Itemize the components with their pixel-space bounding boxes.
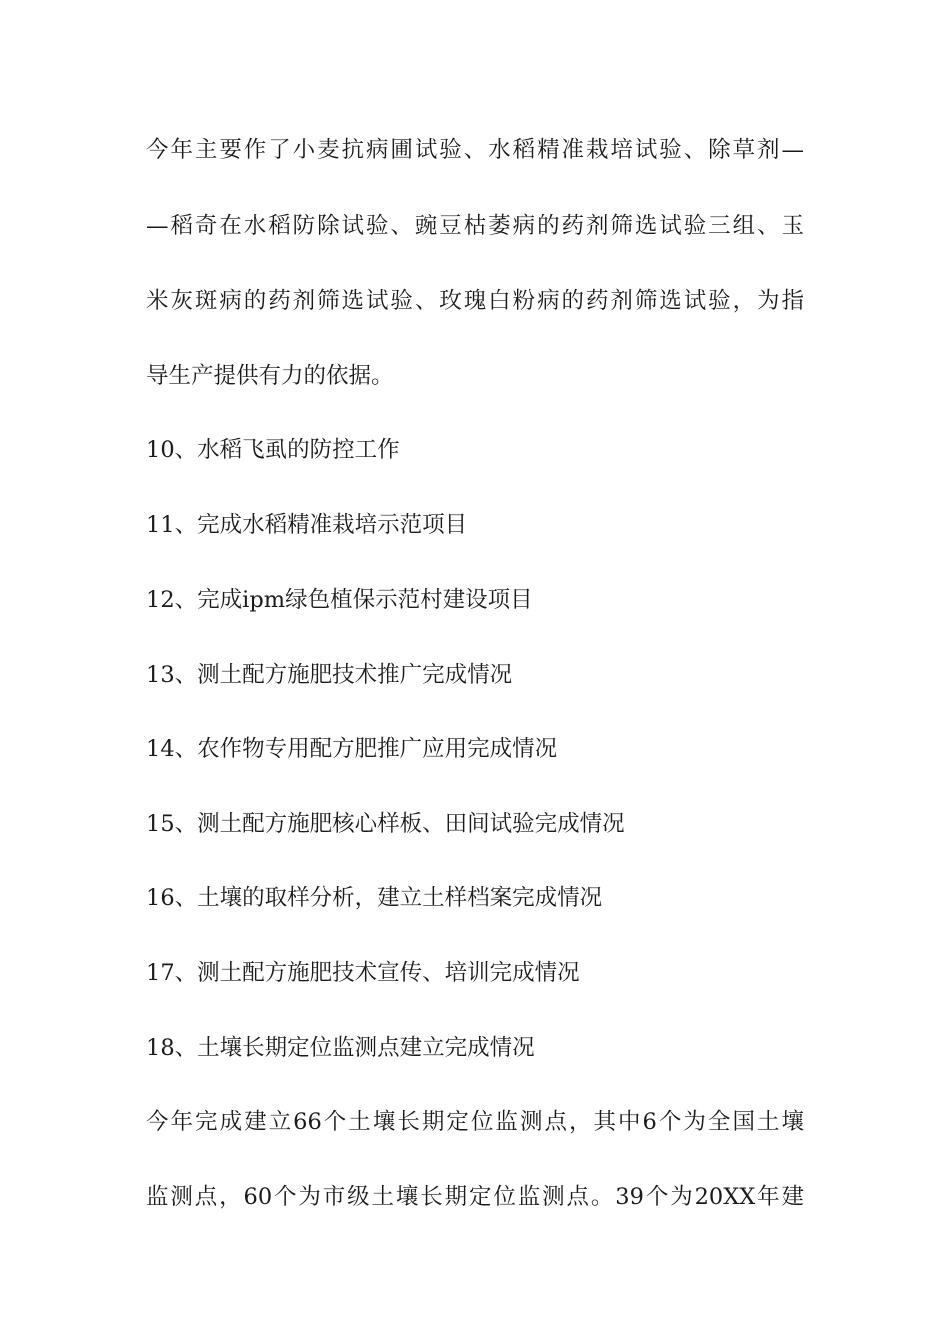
list-item: 12、完成ipm绿色植保示范村建设项目	[146, 587, 533, 613]
paragraph-line: 今年完成建立66个土壤长期定位监测点，其中6个为全国土壤	[146, 1109, 804, 1135]
list-item: 10、水稻飞虱的防控工作	[146, 437, 400, 463]
paragraph-line: 导生产提供有力的依据。	[146, 363, 394, 389]
list-item: 14、农作物专用配方肥推广应用完成情况	[146, 736, 558, 762]
paragraph-line: 米灰斑病的药剂筛选试验、玫瑰白粉病的药剂筛选试验，为指	[146, 288, 804, 314]
paragraph-line: 监测点，60个为市级土壤长期定位监测点。39个为20XX年建	[146, 1184, 804, 1210]
list-item: 11、完成水稻精准栽培示范项目	[146, 512, 468, 538]
paragraph-line: 今年主要作了小麦抗病圃试验、水稻精准栽培试验、除草剂—	[146, 137, 804, 163]
list-item: 13、测土配方施肥技术推广完成情况	[146, 662, 513, 688]
list-item: 15、测土配方施肥核心样板、田间试验完成情况	[146, 811, 625, 837]
list-item: 18、土壤长期定位监测点建立完成情况	[146, 1035, 535, 1061]
list-item: 16、土壤的取样分析，建立土样档案完成情况	[146, 885, 603, 911]
paragraph-line: —稻奇在水稻防除试验、豌豆枯萎病的药剂筛选试验三组、玉	[146, 213, 804, 239]
list-item: 17、测土配方施肥技术宣传、培训完成情况	[146, 960, 580, 986]
